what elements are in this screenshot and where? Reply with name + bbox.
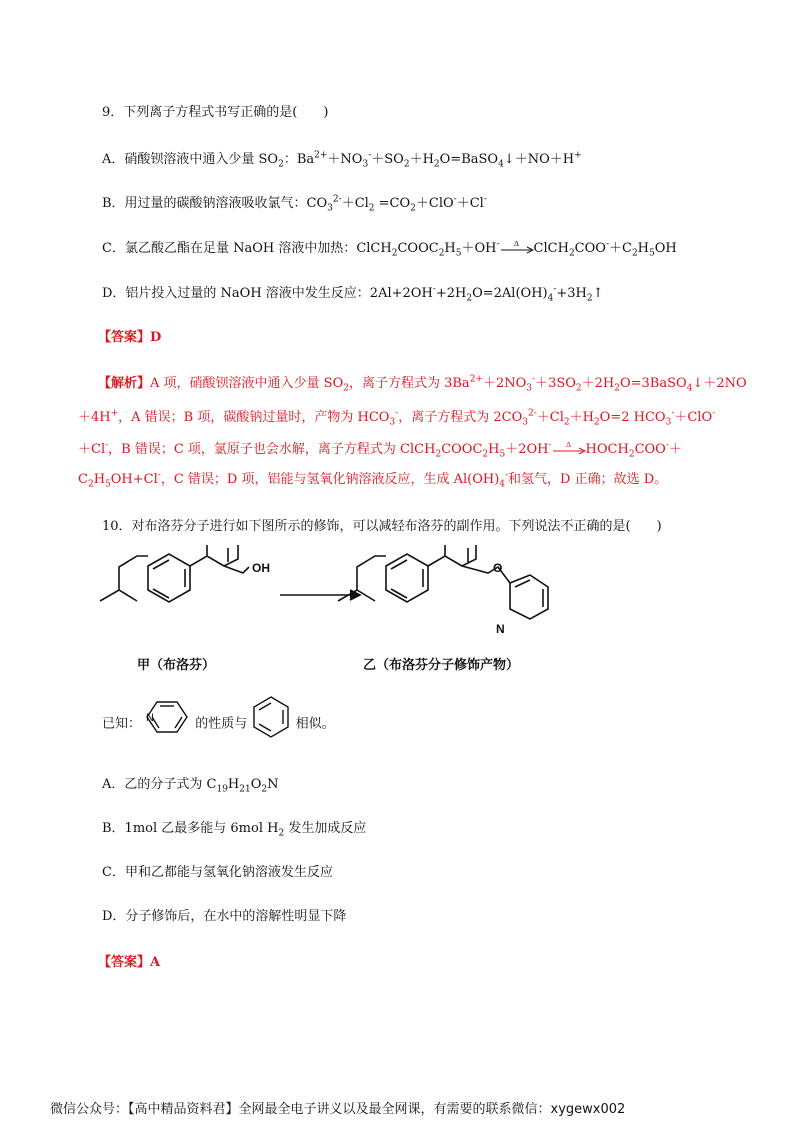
- svg-text:Δ: Δ: [513, 240, 519, 248]
- q10-known: 已知： N 的性质与 相似。: [102, 708, 335, 740]
- svg-text:N: N: [496, 622, 505, 636]
- q9-option-d: D．铝片投入过量的 NaOH 溶液中发生反应：$2Al+2OH^-+2H_2O=2Al(OH)_4^-+3H_2↑$: [102, 284, 604, 304]
- q9-option-a: A．硝酸钡溶液中通入少量 $SO_2$：$Ba^{2+}+NO_3^-+SO_2+H_2O=BaSO_4↓+NO+H^+$: [102, 150, 582, 170]
- q10-stem: 10．对布洛芬分子进行如下图所示的修饰，可以减轻布洛芬的副作用。下列说法不正确的是( ): [102, 519, 662, 534]
- q9-analysis-line-1: 【解析】A 项，硝酸钡溶液中通入少量 $SO_2$，离子方程式为 $3Ba^{2+}+2NO_3^-+3SO_2+2H_2O=3BaSO_4↓+2NO$: [98, 374, 747, 394]
- svg-text:O: O: [493, 561, 503, 575]
- q9-option-b: B．用过量的碳酸钠溶液吸收氯气：$CO_3^{2-}+Cl_2 =CO_2+ClO^-+Cl^-$: [102, 194, 487, 214]
- q10-option-c: C．甲和乙都能与氢氧化钠溶液发生反应: [102, 865, 333, 880]
- q9-stem: 9．下列离子方程式书写正确的是( ): [102, 105, 329, 120]
- benzene-icon: [251, 694, 291, 740]
- q10-option-d: D．分子修饰后，在水中的溶解性明显下降: [102, 909, 347, 924]
- heat-arrow-icon: [552, 441, 586, 455]
- q9-analysis-line-4: $C_2H_5OH+Cl^-$，C 错误；D 项，铝能与氢氧化钠溶液反应，生成 $Al(OH)_4^-$和氢气，D 正确；故选 D。: [78, 470, 668, 490]
- pyridine-icon: [145, 694, 191, 740]
- q9-option-c: C．氯乙酸乙酯在足量 NaOH 溶液中加热：$ClCH_2COOC_2H_5+OH^-$ Δ $ClCH_2COO^-+C_2H_5OH$: [102, 239, 677, 259]
- label-yi: 乙（布洛芬分子修饰产物）: [363, 658, 520, 673]
- q9-answer: 【答案】D: [98, 330, 162, 345]
- q10-option-b: B．1mol 乙最多能与 6mol $H_2$ 发生加成反应: [102, 821, 367, 839]
- heat-arrow-icon: [500, 240, 534, 254]
- label-jia: 甲（布洛芬）: [137, 658, 216, 673]
- q10-option-a: A．乙的分子式为 $C_{19}H_{21}O_2N$: [102, 777, 279, 795]
- ibuprofen-reaction-diagram: [0, 545, 800, 665]
- q9-analysis-line-2: ＋4H+，A 错误；B 项，碳酸钠过量时，产物为 $HCO_3^-$，离子方程式为 $2CO_3^{2-}+Cl_2+H_2O=2$ $HCO_3^-+ClO^-$: [78, 408, 716, 428]
- svg-text:N: N: [146, 712, 155, 724]
- svg-text:Δ: Δ: [565, 441, 571, 449]
- q10-answer: 【答案】A: [98, 955, 161, 970]
- footer-wechat-note: 微信公众号：【高中精品资料君】全网最全电子讲义以及最全网课，有需要的联系微信：xygewx002: [50, 1102, 626, 1117]
- svg-text:OH: OH: [252, 561, 270, 575]
- q9-analysis-line-3: ＋Cl-，B 错误；C 项，氯原子也会水解，离子方程式为 $ClCH_2COOC_2H_5+2OH^-$ Δ $HOCH_2COO^-+$: [78, 440, 682, 460]
